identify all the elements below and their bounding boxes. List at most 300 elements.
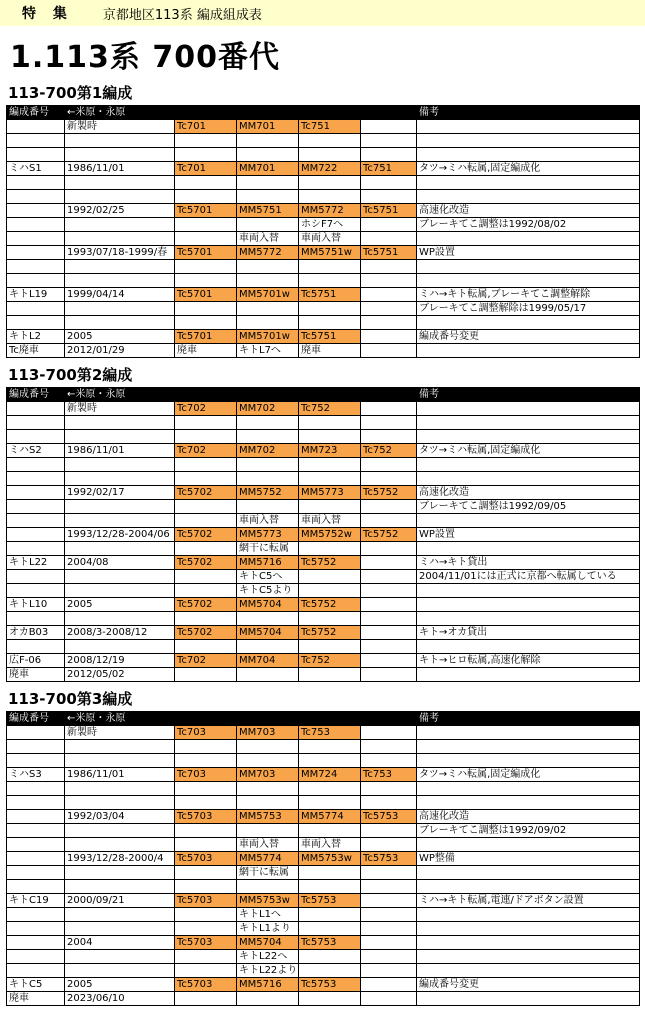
table-cell: Tc752 — [299, 654, 361, 668]
table-row — [7, 654, 640, 668]
table-cell — [417, 430, 640, 444]
table-cell: キト→ヒロ転属,高速化解除 — [417, 654, 640, 668]
table-cell — [65, 472, 175, 486]
table-cell — [299, 824, 361, 838]
table-cell: 2008/3-2008/12 — [65, 626, 175, 640]
table-row — [7, 852, 640, 866]
table-cell — [7, 260, 65, 274]
table-row — [7, 514, 640, 528]
table-cell — [237, 612, 299, 626]
table-row — [7, 430, 640, 444]
table-cell — [299, 880, 361, 894]
table-header-row — [7, 388, 640, 402]
table-cell: MM5704 — [237, 598, 299, 612]
table-cell — [65, 260, 175, 274]
table-cell: キトL19 — [7, 288, 65, 302]
column-header: 備考 — [417, 712, 640, 726]
table-cell: 廃車 — [175, 344, 237, 358]
table-cell — [299, 458, 361, 472]
table-row — [7, 824, 640, 838]
table-cell — [299, 612, 361, 626]
table-cell: タツ→ミハ転属,固定編成化 — [417, 162, 640, 176]
table-cell — [361, 302, 417, 316]
table-cell: 高速化改造 — [417, 810, 640, 824]
table-header-row — [7, 106, 640, 120]
table-cell — [237, 824, 299, 838]
table-cell — [361, 542, 417, 556]
table-cell — [7, 416, 65, 430]
table-cell — [361, 514, 417, 528]
table-cell: 2004/11/01には正式に京都へ転属している — [417, 570, 640, 584]
table-row — [7, 134, 640, 148]
table-cell — [299, 148, 361, 162]
table-row — [7, 598, 640, 612]
formation-table — [6, 711, 640, 1006]
table-cell: キトL10 — [7, 598, 65, 612]
table-cell: キトC19 — [7, 894, 65, 908]
table-cell — [237, 430, 299, 444]
table-row — [7, 316, 640, 330]
table-cell — [7, 134, 65, 148]
table-cell — [417, 274, 640, 288]
table-cell: キトC5 — [7, 978, 65, 992]
table-cell: MM5774 — [237, 852, 299, 866]
table-cell: MM701 — [237, 120, 299, 134]
table-cell: Tc752 — [361, 444, 417, 458]
table-cell — [361, 416, 417, 430]
table-cell — [299, 274, 361, 288]
table-cell: Tc753 — [299, 726, 361, 740]
sections-container — [6, 82, 639, 1006]
table-cell: 廃車 — [7, 992, 65, 1006]
table-row — [7, 570, 640, 584]
formation-section — [6, 688, 639, 1006]
table-row — [7, 640, 640, 654]
table-cell: MM724 — [299, 768, 361, 782]
table-cell — [361, 402, 417, 416]
table-cell: Tc5753 — [299, 978, 361, 992]
table-cell — [65, 838, 175, 852]
table-cell: ミハ→キト転属,電連/ドアボタン設置 — [417, 894, 640, 908]
table-cell: 廃車 — [299, 344, 361, 358]
table-cell: ブレーキてこ調整は1992/09/02 — [417, 824, 640, 838]
table-cell — [417, 612, 640, 626]
table-row — [7, 302, 640, 316]
table-cell: 編成番号変更 — [417, 978, 640, 992]
table-cell — [417, 402, 640, 416]
table-cell — [361, 668, 417, 682]
table-cell — [417, 584, 640, 598]
table-cell — [299, 542, 361, 556]
table-cell — [175, 640, 237, 654]
table-cell — [299, 316, 361, 330]
table-cell: MM5773 — [237, 528, 299, 542]
table-cell — [361, 880, 417, 894]
table-cell: Tc5752 — [361, 528, 417, 542]
table-cell — [7, 542, 65, 556]
table-cell: 車両入替 — [237, 514, 299, 528]
table-cell — [65, 866, 175, 880]
table-cell: ミハS2 — [7, 444, 65, 458]
table-cell — [237, 148, 299, 162]
table-cell: MM5704 — [237, 936, 299, 950]
table-cell — [299, 640, 361, 654]
column-header — [175, 106, 237, 120]
table-cell — [175, 740, 237, 754]
table-cell — [361, 866, 417, 880]
table-row — [7, 740, 640, 754]
table-cell — [175, 824, 237, 838]
table-cell — [7, 838, 65, 852]
table-cell — [417, 922, 640, 936]
table-cell — [361, 908, 417, 922]
table-cell — [175, 218, 237, 232]
table-cell — [65, 796, 175, 810]
table-cell — [65, 542, 175, 556]
table-cell — [7, 866, 65, 880]
table-cell — [7, 908, 65, 922]
table-row — [7, 274, 640, 288]
table-cell — [7, 316, 65, 330]
table-cell: キトL22へ — [237, 950, 299, 964]
table-cell: MM5716 — [237, 556, 299, 570]
table-cell: Tc5703 — [175, 894, 237, 908]
table-cell — [7, 640, 65, 654]
table-cell: Tc5702 — [175, 598, 237, 612]
table-row — [7, 416, 640, 430]
table-row — [7, 458, 640, 472]
table-row — [7, 500, 640, 514]
table-cell: Tc701 — [175, 120, 237, 134]
table-cell: MM5753w — [299, 852, 361, 866]
table-cell: MM702 — [237, 444, 299, 458]
table-row — [7, 120, 640, 134]
formation-section — [6, 82, 639, 358]
table-cell — [361, 992, 417, 1006]
table-cell — [175, 992, 237, 1006]
table-cell — [65, 908, 175, 922]
table-cell — [7, 458, 65, 472]
table-cell: Tc5703 — [175, 936, 237, 950]
table-row — [7, 204, 640, 218]
table-cell: 網干に転属 — [237, 866, 299, 880]
table-cell — [237, 500, 299, 514]
table-cell — [417, 838, 640, 852]
table-cell — [65, 218, 175, 232]
table-cell — [7, 402, 65, 416]
section-heading: 113-700第1編成 — [8, 84, 133, 102]
table-cell — [361, 344, 417, 358]
table-cell — [361, 218, 417, 232]
table-cell — [7, 120, 65, 134]
table-cell: Tc5751 — [299, 330, 361, 344]
table-cell: MM5752 — [237, 486, 299, 500]
banner-title: 京都地区113系 編成組成表 — [89, 4, 262, 23]
table-cell — [237, 754, 299, 768]
table-row — [7, 176, 640, 190]
table-cell: Tc753 — [361, 768, 417, 782]
table-cell: 車両入替 — [237, 232, 299, 246]
table-cell: WP設置 — [417, 246, 640, 260]
table-cell — [299, 260, 361, 274]
table-cell — [299, 782, 361, 796]
table-cell — [299, 584, 361, 598]
table-cell: Tc5702 — [175, 556, 237, 570]
table-cell: Tc751 — [299, 120, 361, 134]
table-row — [7, 908, 640, 922]
table-cell — [7, 204, 65, 218]
table-cell — [7, 726, 65, 740]
table-row — [7, 922, 640, 936]
table-cell: Tc5752 — [299, 626, 361, 640]
table-cell — [7, 430, 65, 444]
table-row — [7, 936, 640, 950]
table-cell: 2005 — [65, 330, 175, 344]
table-cell — [237, 782, 299, 796]
table-cell — [7, 936, 65, 950]
table-cell — [65, 176, 175, 190]
table-cell — [237, 640, 299, 654]
table-cell: 1992/02/25 — [65, 204, 175, 218]
table-cell — [299, 430, 361, 444]
table-cell — [175, 260, 237, 274]
table-row — [7, 810, 640, 824]
section-heading: 113-700第3編成 — [8, 690, 133, 708]
table-cell — [7, 274, 65, 288]
table-cell — [7, 796, 65, 810]
table-cell — [417, 908, 640, 922]
table-cell — [299, 416, 361, 430]
table-cell: 2012/05/02 — [65, 668, 175, 682]
table-cell — [175, 668, 237, 682]
table-cell — [175, 148, 237, 162]
table-row — [7, 978, 640, 992]
table-cell — [7, 612, 65, 626]
table-cell — [65, 430, 175, 444]
table-cell — [65, 148, 175, 162]
table-row — [7, 866, 640, 880]
table-row — [7, 190, 640, 204]
table-cell: MM722 — [299, 162, 361, 176]
table-cell — [299, 754, 361, 768]
table-cell — [299, 866, 361, 880]
table-cell: キトL1より — [237, 922, 299, 936]
table-cell: 広F-06 — [7, 654, 65, 668]
table-cell: 新製時 — [65, 726, 175, 740]
table-row — [7, 162, 640, 176]
table-cell: MM703 — [237, 726, 299, 740]
table-cell: 廃車 — [7, 668, 65, 682]
table-cell — [65, 416, 175, 430]
table-cell — [299, 796, 361, 810]
table-cell — [7, 570, 65, 584]
table-row — [7, 768, 640, 782]
table-cell — [361, 796, 417, 810]
table-cell — [65, 274, 175, 288]
table-cell: ブレーキてこ調整は1992/09/05 — [417, 500, 640, 514]
table-cell: Tc5753 — [299, 936, 361, 950]
table-cell: 車両入替 — [237, 838, 299, 852]
table-cell — [417, 134, 640, 148]
table-cell — [7, 148, 65, 162]
table-cell: 1986/11/01 — [65, 162, 175, 176]
table-cell — [65, 500, 175, 514]
table-cell: キトL22より — [237, 964, 299, 978]
table-cell — [175, 416, 237, 430]
table-cell — [417, 344, 640, 358]
table-cell: キトC5より — [237, 584, 299, 598]
table-cell — [65, 824, 175, 838]
table-cell: MM701 — [237, 162, 299, 176]
table-cell — [237, 472, 299, 486]
table-cell — [7, 232, 65, 246]
table-cell — [361, 120, 417, 134]
table-cell: Tc702 — [175, 654, 237, 668]
table-row — [7, 472, 640, 486]
table-cell — [299, 992, 361, 1006]
table-cell: 2005 — [65, 978, 175, 992]
column-header: ←米原・永原 — [65, 712, 175, 726]
table-cell: 1993/12/28-2000/4 — [65, 852, 175, 866]
table-cell — [65, 570, 175, 584]
table-cell — [175, 796, 237, 810]
table-cell — [7, 190, 65, 204]
table-cell — [7, 472, 65, 486]
table-cell — [175, 134, 237, 148]
table-cell: WP設置 — [417, 528, 640, 542]
table-cell — [417, 782, 640, 796]
table-row — [7, 148, 640, 162]
table-cell — [417, 740, 640, 754]
table-cell: Tc5701 — [175, 330, 237, 344]
table-cell — [299, 964, 361, 978]
table-cell — [65, 950, 175, 964]
table-cell: ミハS1 — [7, 162, 65, 176]
table-cell: MM5701w — [237, 288, 299, 302]
table-cell: 2008/12/19 — [65, 654, 175, 668]
table-cell — [7, 964, 65, 978]
table-cell — [361, 288, 417, 302]
table-cell — [417, 542, 640, 556]
table-cell — [7, 852, 65, 866]
table-cell — [65, 964, 175, 978]
table-cell — [237, 302, 299, 316]
table-cell — [361, 964, 417, 978]
table-cell — [175, 274, 237, 288]
table-cell — [175, 880, 237, 894]
table-cell — [417, 880, 640, 894]
table-cell: 1999/04/14 — [65, 288, 175, 302]
table-cell: MM5751 — [237, 204, 299, 218]
table-cell — [361, 978, 417, 992]
table-cell: MM5752w — [299, 528, 361, 542]
header-banner — [0, 0, 645, 26]
table-cell — [361, 430, 417, 444]
table-cell — [299, 668, 361, 682]
table-cell: Tc5702 — [175, 486, 237, 500]
table-cell: 2000/09/21 — [65, 894, 175, 908]
table-cell — [299, 190, 361, 204]
column-header — [237, 106, 299, 120]
table-cell: Tc703 — [175, 768, 237, 782]
table-cell — [7, 176, 65, 190]
table-row — [7, 964, 640, 978]
column-header — [237, 712, 299, 726]
table-row — [7, 556, 640, 570]
table-cell — [175, 922, 237, 936]
table-cell: MM5772 — [299, 204, 361, 218]
table-cell: ブレーキてこ調整は1992/08/02 — [417, 218, 640, 232]
table-cell — [361, 922, 417, 936]
column-header: 備考 — [417, 388, 640, 402]
table-cell: ブレーキてこ調整解除は1999/05/17 — [417, 302, 640, 316]
table-cell: MM702 — [237, 402, 299, 416]
table-cell: キト→オカ貸出 — [417, 626, 640, 640]
table-cell — [175, 302, 237, 316]
table-cell — [7, 922, 65, 936]
table-cell — [417, 640, 640, 654]
table-cell — [361, 640, 417, 654]
table-row — [7, 726, 640, 740]
table-cell: MM723 — [299, 444, 361, 458]
table-row — [7, 668, 640, 682]
table-cell — [175, 584, 237, 598]
table-cell — [237, 740, 299, 754]
table-cell — [65, 316, 175, 330]
table-cell — [299, 500, 361, 514]
table-cell — [175, 838, 237, 852]
table-cell — [361, 838, 417, 852]
table-cell: MM5772 — [237, 246, 299, 260]
table-cell — [299, 908, 361, 922]
table-cell — [175, 964, 237, 978]
table-cell: Tc751 — [361, 162, 417, 176]
table-cell — [361, 598, 417, 612]
table-cell: キトC5へ — [237, 570, 299, 584]
table-cell — [175, 190, 237, 204]
table-cell — [237, 796, 299, 810]
table-cell: キトL2 — [7, 330, 65, 344]
table-cell: 2012/01/29 — [65, 344, 175, 358]
table-cell — [299, 570, 361, 584]
column-header — [175, 388, 237, 402]
table-cell — [417, 796, 640, 810]
table-cell — [65, 232, 175, 246]
table-cell — [361, 894, 417, 908]
table-cell — [299, 472, 361, 486]
table-cell: Tc701 — [175, 162, 237, 176]
table-cell — [417, 190, 640, 204]
table-cell: 2004/08 — [65, 556, 175, 570]
table-cell — [361, 570, 417, 584]
table-cell — [175, 866, 237, 880]
table-cell: キトL1へ — [237, 908, 299, 922]
table-cell: Tc5703 — [175, 852, 237, 866]
table-cell — [175, 514, 237, 528]
table-cell — [361, 584, 417, 598]
table-cell — [237, 274, 299, 288]
table-cell: 網干に転属 — [237, 542, 299, 556]
table-cell — [65, 880, 175, 894]
table-cell: 車両入替 — [299, 514, 361, 528]
table-cell: 1993/07/18-1999/春 — [65, 246, 175, 260]
table-cell: MM5753w — [237, 894, 299, 908]
table-cell — [237, 668, 299, 682]
table-cell — [7, 740, 65, 754]
table-cell — [361, 316, 417, 330]
table-cell — [7, 302, 65, 316]
table-cell — [417, 260, 640, 274]
